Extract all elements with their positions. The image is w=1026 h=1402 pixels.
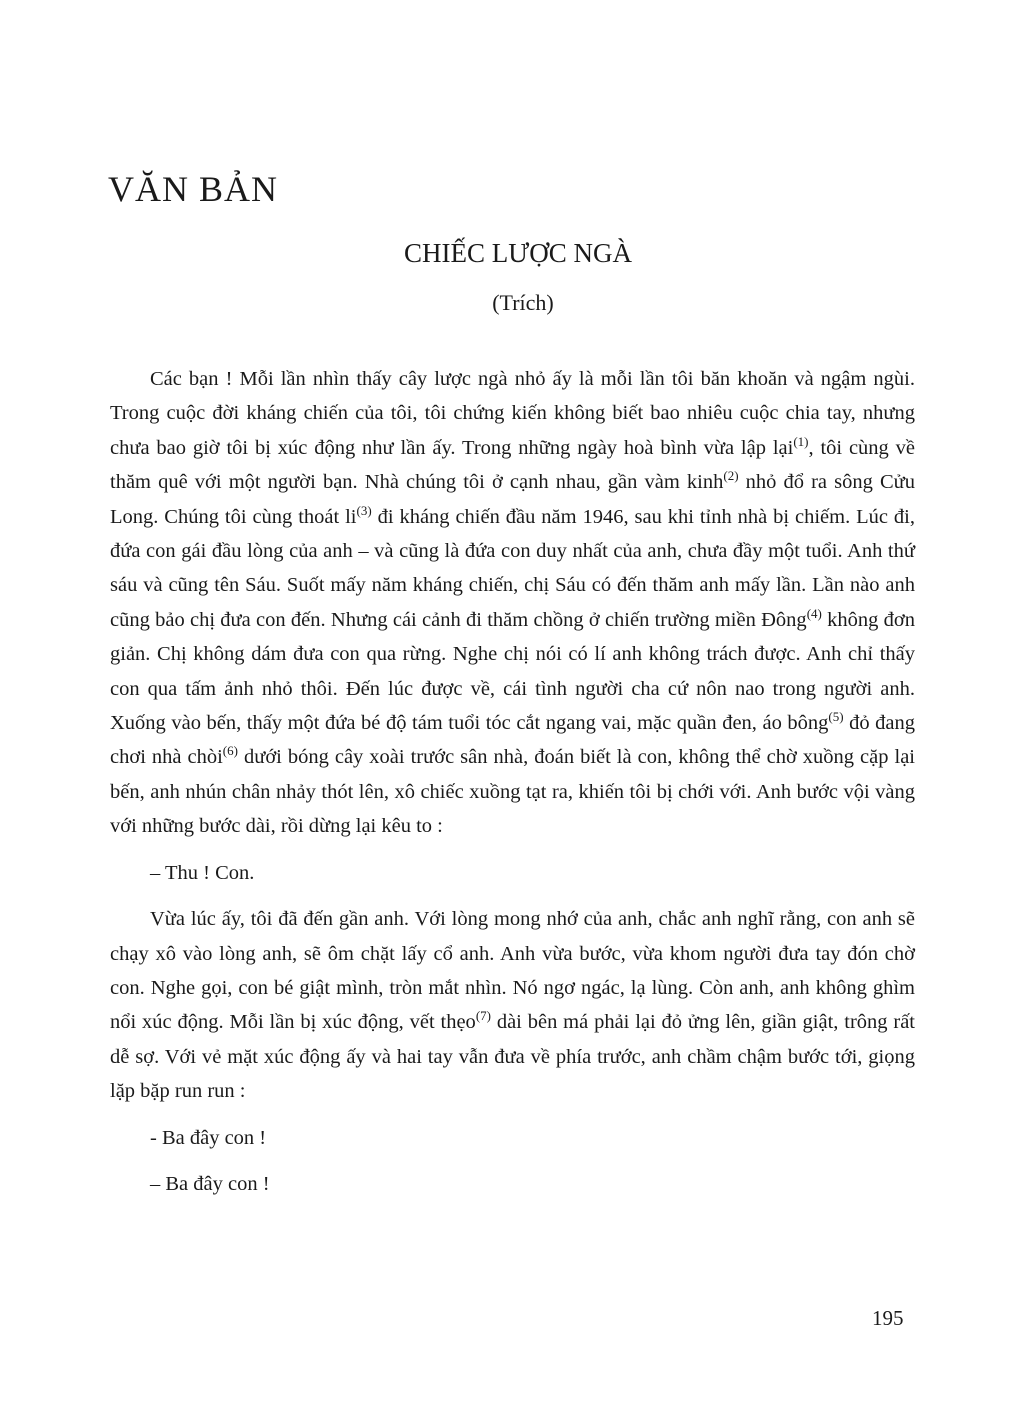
text-segment: Các bạn ! Mỗi lần nhìn thấy cây lược ngà nhỏ ấy là mỗi lần tôi băn khoăn và ngậm ngùi. Trong cuộc đời kháng chiến của tôi, tôi chứng kiến không biết bao nhiêu cuộc chia tay, nhưng chưa bao giờ tôi bị xúc động như lần ấy. Trong những ngày hoà bình vừa lập lại [110,368,915,459]
dialogue-line-2: - Ba đây con ! [150,1126,267,1149]
footnote-ref-2: (2) [723,468,739,484]
story-subtitle: (Trích) [492,290,554,315]
footnote-ref-1: (1) [793,433,809,449]
text-segment: nhỏ đổ ra sông Cửu Long. Chúng tôi cùng thoát li [110,471,915,528]
dialogue-line-3: – Ba đây con ! [150,1172,270,1195]
footnote-ref-4: (4) [806,606,822,622]
text-segment: dưới bóng cây xoài trước sân nhà, đoán biết là con, không thể chờ xuồng cặp lại bến, anh nhún chân nhảy thót lên, xô chiếc xuồng tạt ra, khiến tôi bị chới với. Anh bước vội vàng với những bước dài, rồi dừng lại kêu to : [110,746,915,838]
story-text [110,362,915,1201]
footnote-ref-3: (3) [356,502,372,518]
paragraph-2 [110,902,915,1108]
text-segment: đi kháng chiến đầu năm 1946, sau khi tỉnh nhà bị chiếm. Lúc đi, đứa con gái đầu lòng của anh – và cũng là đứa con duy nhất của anh, chưa đầy một tuổi. Anh thứ sáu và cũng tên Sáu. Suốt mấy năm kháng chiến, chị Sáu có đến thăm anh mấy lần. Lần nào anh cũng bảo chị đưa con đến. Nhưng cái cảnh đi thăm chồng ở chiến trường miền Đông [110,505,915,631]
text-segment: không đơn giản. Chị không dám đưa con qua rừng. Nghe chị nói có lí anh không trách được. Anh chỉ thấy con qua tấm ảnh nhỏ thôi. Đến lúc được về, cái tình người cha cứ nôn nao trong người anh. Xuống vào bến, thấy một đứa bé độ tám tuổi tóc cắt ngang vai, mặc quần đen, áo bông [110,608,915,735]
text-segment: đỏ đang chơi nhà chòi [110,712,915,769]
text-segment: , tôi cùng về thăm quê với một người bạn. Nhà chúng tôi ở cạnh nhau, gần vàm kinh [110,436,916,494]
footnote-ref-5: (5) [828,709,844,725]
section-heading: VĂN BẢN [108,169,279,209]
text-segment: Vừa lúc ấy, tôi đã đến gần anh. Với lòng mong nhớ của anh, chắc anh nghĩ rằng, con anh sẽ chạy xô vào lòng anh, sẽ ôm chặt lấy cổ anh. Anh vừa bước, vừa khom người đưa tay đón chờ con. Nghe gọi, con bé giật mình, tròn mắt nhìn. Nó ngơ ngác, lạ lùng. Còn anh, anh không ghìm nổi xúc động. Mỗi lần bị xúc động, vết thẹo [110,908,915,1034]
story-title: CHIẾC LƯỢC NGÀ [404,238,632,268]
footnote-ref-6: (6) [222,743,238,759]
paragraph-1 [110,362,915,844]
footnote-ref-7: (7) [475,1008,491,1024]
dialogue-line-1: – Thu ! Con. [150,861,255,884]
text-segment: dài bên má phải lại đỏ ửng lên, giần giật, trông rất dễ sợ. Với vẻ mặt xúc động ấy và hai tay vẫn đưa về phía trước, anh chầm chậm bước tới, giọng lặp bặp run run : [110,1011,915,1103]
page-number: 195 [872,1306,904,1330]
